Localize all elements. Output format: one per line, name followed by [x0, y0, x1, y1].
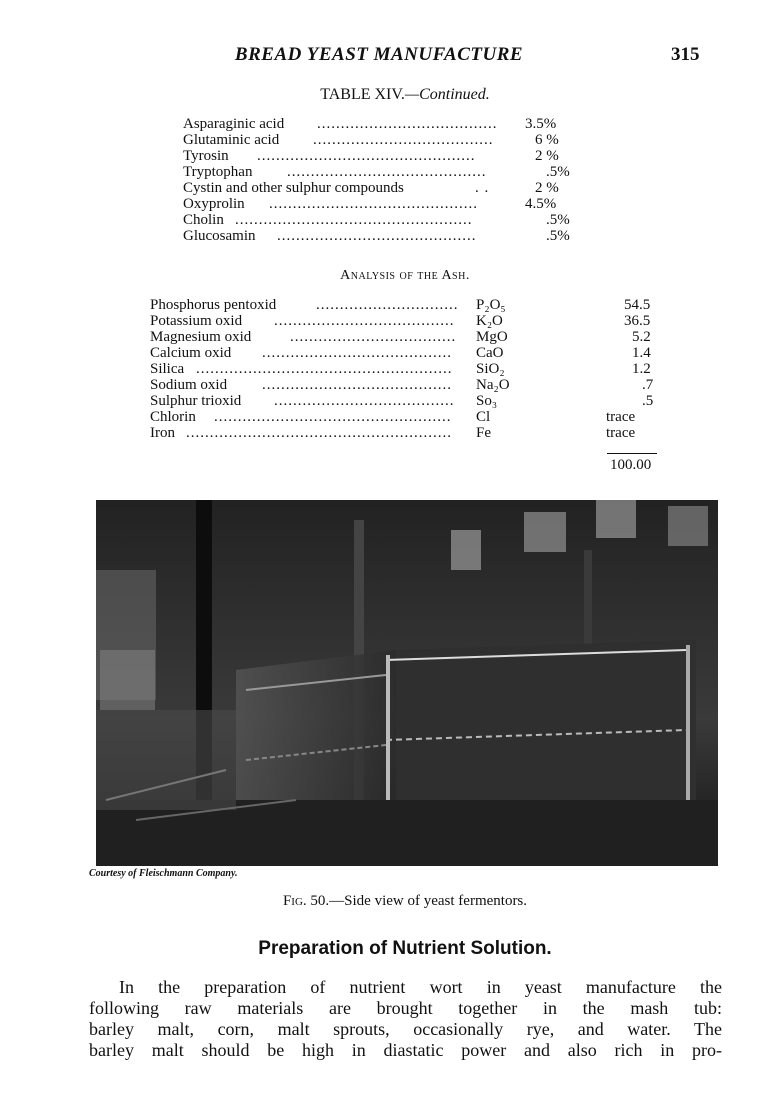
page-number: 315: [671, 44, 700, 65]
row-name: Asparaginic acid: [183, 116, 285, 132]
row-value: trace: [606, 425, 636, 441]
row-value: 36.5: [624, 313, 651, 329]
row-name: Cholin: [183, 212, 224, 228]
row-value: 6 %: [535, 132, 559, 148]
row-name: Sulphur trioxid: [150, 393, 242, 409]
row-name: Glutaminic acid: [183, 132, 280, 148]
table-row: [150, 297, 670, 313]
table-row: [150, 409, 670, 425]
total-rule: [607, 453, 657, 454]
leader-dots: . .: [475, 180, 490, 196]
leader-dots: ............................................: [269, 196, 478, 212]
row-name: Iron: [150, 425, 175, 441]
row-value: .7: [642, 377, 654, 393]
table-row: [183, 132, 583, 148]
row-name: Glucosamin: [183, 228, 256, 244]
row-name: Chlorin: [150, 409, 196, 425]
row-value: .5%: [546, 212, 570, 228]
row-formula: K₂O: [476, 313, 503, 329]
row-formula: P₂O₅: [476, 297, 506, 313]
table-row: [183, 148, 583, 164]
paragraph-line: barley malt, corn, malt sprouts, occasionally rye, and water. The: [89, 1019, 722, 1039]
figure-caption-text: —Side view of yeast fermentors.: [329, 893, 528, 909]
row-name: Sodium oxid: [150, 377, 228, 393]
row-value: 2 %: [535, 180, 559, 196]
row-name: Magnesium oxid: [150, 329, 252, 345]
table-caption: [0, 86, 758, 104]
leader-dots: ..........................................: [287, 164, 487, 180]
figure-label: Fig. 50.: [282, 893, 330, 909]
row-value: .5: [642, 393, 654, 409]
table-total-row: [610, 457, 670, 473]
row-name: Cystin and other sulphur compounds: [183, 180, 404, 196]
row-name: Calcium oxid: [150, 345, 232, 361]
ash-caption: Analysis of the Ash.: [340, 268, 470, 283]
table-row: [183, 116, 583, 132]
table-row: [150, 345, 670, 361]
row-name: Potassium oxid: [150, 313, 243, 329]
row-name: Tyrosin: [183, 148, 229, 164]
row-formula: SiO₂: [476, 361, 505, 377]
table-row: [150, 329, 670, 345]
row-value: 5.2: [632, 329, 651, 345]
table-row: [183, 164, 583, 180]
row-name: Phosphorus pentoxid: [150, 297, 277, 313]
fermentor-photo: [96, 500, 718, 866]
paragraph-line: barley malt should be high in diastatic power and also rich in pro-: [89, 1040, 722, 1060]
leader-dots: ......................................: [274, 313, 455, 329]
figure-caption: [0, 893, 758, 910]
fermentor-photo-illustration: [96, 500, 718, 866]
table-row: [150, 425, 670, 441]
paragraph-line: In the preparation of nutrient wort in yeast manufacture the: [119, 977, 722, 997]
leader-dots: ..........................................: [277, 228, 477, 244]
table-caption-main: TABLE XIV.: [320, 86, 405, 103]
table-row: [183, 180, 583, 196]
row-name: Oxyprolin: [183, 196, 245, 212]
row-value: 2 %: [535, 148, 559, 164]
table-caption-continued: —Continued.: [404, 86, 490, 103]
row-value: .5%: [546, 164, 570, 180]
photo-credit: Courtesy of Fleischmann Company.: [89, 868, 238, 879]
row-value: .5%: [546, 228, 570, 244]
table-row: [183, 212, 583, 228]
table-row: [150, 313, 670, 329]
leader-dots: ..............................: [316, 297, 459, 313]
table-row: [150, 361, 670, 377]
row-formula: Fe: [476, 425, 491, 441]
table-row: [150, 377, 670, 393]
table-row: [150, 393, 670, 409]
section-heading: Preparation of Nutrient Solution.: [258, 938, 552, 959]
leader-dots: ..............................................: [257, 148, 476, 164]
running-title: BREAD YEAST MANUFACTURE: [234, 44, 524, 65]
row-value: 1.2: [632, 361, 651, 377]
row-formula: CaO: [476, 345, 504, 361]
table-row: [183, 196, 583, 212]
total-value: 100.00: [610, 457, 652, 473]
leader-dots: ........................................: [262, 377, 452, 393]
row-value: 3.5%: [525, 116, 557, 132]
leader-dots: ..................................................: [214, 409, 452, 425]
row-value: trace: [606, 409, 636, 425]
leader-dots: ..................................................: [235, 212, 473, 228]
row-formula: Cl: [476, 409, 491, 425]
row-name: Silica: [150, 361, 185, 377]
leader-dots: ........................................................: [186, 425, 452, 441]
leader-dots: ......................................: [317, 116, 498, 132]
row-value: 4.5%: [525, 196, 557, 212]
row-name: Tryptophan: [183, 164, 253, 180]
leader-dots: ......................................: [274, 393, 455, 409]
table-row: [183, 228, 583, 244]
paragraph-line: following raw materials are brought together in the mash tub:: [89, 998, 722, 1018]
row-formula: Na₂O: [476, 377, 510, 393]
row-value: 54.5: [624, 297, 651, 313]
leader-dots: ......................................................: [196, 361, 453, 377]
row-value: 1.4: [632, 345, 651, 361]
row-formula: MgO: [476, 329, 508, 345]
row-formula: So₃: [476, 393, 498, 409]
leader-dots: ...................................: [290, 329, 457, 345]
leader-dots: ......................................: [313, 132, 493, 148]
leader-dots: ........................................: [262, 345, 452, 361]
